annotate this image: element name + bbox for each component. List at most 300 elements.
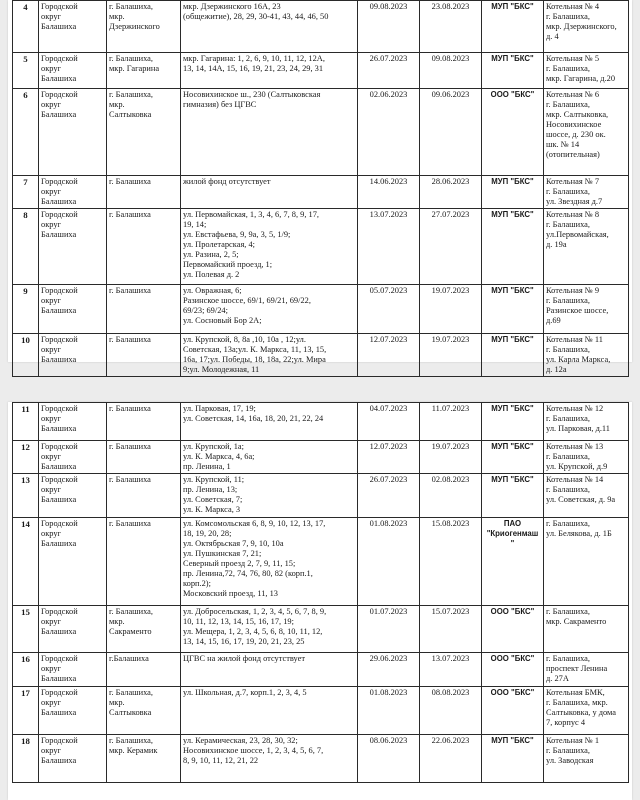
heat-source-cell <box>544 89 629 176</box>
cell-line: ул. Добросельская, 1, 2, 3, 4, 5, 6, 7, 8, 9, <box>183 607 327 616</box>
cell-line: г. Балашиха, <box>546 485 590 494</box>
date-end-cell: 09.08.2023 <box>420 53 482 89</box>
date-start-cell: 12.07.2023 <box>358 334 420 377</box>
cell-line: ул. Школьная, д.7, корп.1, 2, 3, 4, 5 <box>183 688 307 697</box>
heat-source-cell <box>544 441 629 474</box>
addresses-cell <box>181 89 358 176</box>
cell-line: г. Балашиха, мкр. <box>546 698 608 707</box>
cell-line: Котельная № 11 <box>546 335 603 344</box>
cell-line: 9;ул. Молодежная, 11 <box>183 365 260 374</box>
locality-cell <box>107 285 181 334</box>
heat-source-cell <box>544 1 629 53</box>
cell-line: 13, 14, 14А, 15, 16, 19, 21, 23, 24, 29, 31 <box>183 64 324 73</box>
cell-line: г. Балашиха, <box>109 54 153 63</box>
cell-line: мкр. <box>109 100 125 109</box>
cell-line: гимназия) без ЦГВС <box>183 100 257 109</box>
date-end-cell: 19.07.2023 <box>420 285 482 334</box>
cell-line: мкр. Дзержинского, <box>546 22 617 31</box>
cell-line: Первомайский проезд, 1; <box>183 260 273 269</box>
date-start-cell: 02.06.2023 <box>358 89 420 176</box>
table-row <box>13 285 629 334</box>
cell-line: ул. Первомайская, 1, 3, 4, 6, 7, 8, 9, 17, <box>183 210 320 219</box>
organization-cell <box>482 653 544 687</box>
municipality-cell <box>39 1 107 53</box>
cell-line: мкр. Дзержинского 16А, 23 <box>183 2 281 11</box>
date-start-cell: 01.07.2023 <box>358 606 420 653</box>
cell-line: округ <box>41 664 61 673</box>
cell-line: округ <box>41 100 61 109</box>
cell-line: д. 4 <box>546 32 559 41</box>
addresses-cell <box>181 653 358 687</box>
cell-line: ул. Сосновый Бор 2А; <box>183 316 262 325</box>
locality-cell <box>107 89 181 176</box>
cell-line: Городской <box>41 177 78 186</box>
cell-line: " <box>510 539 515 548</box>
date-start-cell: 08.06.2023 <box>358 735 420 783</box>
municipality-cell <box>39 89 107 176</box>
cell-line: 18, 19, 20, 28; <box>183 529 232 538</box>
addresses-cell <box>181 474 358 518</box>
date-end-cell: 09.06.2023 <box>420 89 482 176</box>
cell-line: корп.2); <box>183 579 211 588</box>
locality-cell <box>107 403 181 441</box>
cell-line: г. Балашиха, <box>546 746 590 755</box>
heat-source-cell <box>544 285 629 334</box>
cell-line: мкр. <box>109 617 125 626</box>
cell-line: г. Балашиха, <box>109 607 153 616</box>
table-row <box>13 1 629 53</box>
addresses-cell <box>181 687 358 735</box>
date-start-cell: 09.08.2023 <box>358 1 420 53</box>
cell-line: пр. Ленина, 13; <box>183 485 238 494</box>
cell-line: Носовихинское шоссе, 1, 2, 3, 4, 5, 6, 7, <box>183 746 324 755</box>
cell-line: г. Балашиха <box>109 519 151 528</box>
locality-cell <box>107 687 181 735</box>
date-start-cell: 14.06.2023 <box>358 176 420 209</box>
organization-cell <box>482 53 544 89</box>
organization-cell <box>482 176 544 209</box>
cell-line: г. Балашиха, <box>546 220 590 229</box>
row-number: 6 <box>13 89 39 176</box>
date-start-cell: 01.08.2023 <box>358 518 420 606</box>
cell-line: Котельная БМК, <box>546 688 605 697</box>
organization-cell <box>482 209 544 285</box>
locality-cell <box>107 474 181 518</box>
table-row <box>13 403 629 441</box>
cell-line: ООО "БКС" <box>490 607 535 616</box>
cell-line: МУП "БКС" <box>491 475 534 484</box>
cell-line: Котельная № 6 <box>546 90 600 99</box>
cell-line: д. 12а <box>546 365 567 374</box>
municipality-cell <box>39 176 107 209</box>
cell-line: Городской <box>41 607 78 616</box>
cell-line: ул. Комсомольская 6, 8, 9, 10, 12, 13, 17, <box>183 519 326 528</box>
cell-line: 16а, 17;ул. Победы, 18, 18а, 22;ул. Мира <box>183 355 326 364</box>
cell-line: ул. Крупской, 8, 8а ,10, 10а , 12;ул. <box>183 335 306 344</box>
heat-source-cell <box>544 53 629 89</box>
cell-line: г. Балашиха, <box>109 2 153 11</box>
municipality-cell <box>39 334 107 377</box>
addresses-cell <box>181 1 358 53</box>
locality-cell <box>107 334 181 377</box>
locality-cell <box>107 441 181 474</box>
cell-line: д. 19а <box>546 240 567 249</box>
municipality-cell <box>39 285 107 334</box>
cell-line: ООО "БКС" <box>490 90 535 99</box>
cell-line: ул. Керамическая, 23, 28, 30, 32; <box>183 736 298 745</box>
cell-line: округ <box>41 345 61 354</box>
cell-line: Балашиха <box>41 22 77 31</box>
addresses-cell <box>181 441 358 474</box>
cell-line: Балашиха <box>41 74 77 83</box>
cell-line: ул. Пролетарская, 4; <box>183 240 255 249</box>
cell-line: мкр. Салтыковка, <box>546 110 609 119</box>
cell-line: ул. Мещера, 1, 2, 3, 4, 5, 6, 8, 10, 11, 12, <box>183 627 323 636</box>
cell-line: округ <box>41 296 61 305</box>
row-number: 10 <box>13 334 39 377</box>
municipality-cell <box>39 735 107 783</box>
cell-line: Северный проезд 2, 7, 9, 11, 15; <box>183 559 296 568</box>
cell-line: г. Балашиха, <box>546 345 590 354</box>
cell-line: Городской <box>41 736 78 745</box>
cell-line: Балашиха <box>41 197 77 206</box>
cell-line: Городской <box>41 519 78 528</box>
date-end-cell: 13.07.2023 <box>420 653 482 687</box>
cell-line: Балашиха <box>41 355 77 364</box>
row-number: 15 <box>13 606 39 653</box>
cell-line: Городской <box>41 654 78 663</box>
table-row <box>13 687 629 735</box>
date-end-cell: 19.07.2023 <box>420 441 482 474</box>
cell-line: д. 27А <box>546 674 569 683</box>
cell-line: Салтыковка, у дома <box>546 708 617 717</box>
cell-line: (отопительная) <box>546 150 600 159</box>
date-end-cell: 22.06.2023 <box>420 735 482 783</box>
cell-line: ул. К. Маркса, 3 <box>183 505 241 514</box>
cell-line: Городской <box>41 54 78 63</box>
cell-line: Котельная № 7 <box>546 177 600 186</box>
row-number: 8 <box>13 209 39 285</box>
cell-line: г. Балашиха, <box>109 90 153 99</box>
row-number: 7 <box>13 176 39 209</box>
cell-line: Котельная № 1 <box>546 736 600 745</box>
cell-line: мкр. Гагарина <box>109 64 160 73</box>
cell-line: Балашиха <box>41 756 77 765</box>
cell-line: Городской <box>41 286 78 295</box>
heat-source-cell <box>544 209 629 285</box>
municipality-cell <box>39 403 107 441</box>
schedule-table-top <box>12 0 629 377</box>
table-row <box>13 441 629 474</box>
heat-source-cell <box>544 687 629 735</box>
cell-line: Балашиха <box>41 627 77 636</box>
cell-line: Балашиха <box>41 230 77 239</box>
date-start-cell: 01.08.2023 <box>358 687 420 735</box>
date-start-cell: 12.07.2023 <box>358 441 420 474</box>
cell-line: Котельная № 9 <box>546 286 600 295</box>
cell-line: г. Балашиха <box>109 335 151 344</box>
cell-line: г. Балашиха, <box>546 100 590 109</box>
cell-line: Балашиха <box>41 495 77 504</box>
cell-line: округ <box>41 485 61 494</box>
cell-line: Носовихинское ш., 230 (Салтыковская <box>183 90 321 99</box>
cell-line: Котельная № 8 <box>546 210 600 219</box>
municipality-cell <box>39 518 107 606</box>
cell-line: г. Балашиха <box>109 286 151 295</box>
cell-line: г. Балашиха <box>109 442 151 451</box>
cell-line: Салтыковка <box>109 110 152 119</box>
cell-line: Городской <box>41 688 78 697</box>
cell-line: МУП "БКС" <box>491 442 534 451</box>
table-row <box>13 474 629 518</box>
organization-cell <box>482 441 544 474</box>
cell-line: шоссе, д. 230 ок. <box>546 130 606 139</box>
cell-line: мкр. Сакраменто <box>546 617 607 626</box>
cell-line: (общежитие), 28, 29, 30-41, 43, 44, 46, 50 <box>183 12 329 21</box>
cell-line: ул. Крупской, д.9 <box>546 462 608 471</box>
cell-line: ул. Советская, д. 9а <box>546 495 616 504</box>
cell-line: г. Балашиха, <box>546 607 590 616</box>
heat-source-cell <box>544 334 629 377</box>
cell-line: г.Балашиха <box>109 654 149 663</box>
cell-line: 69/23; 69/24; <box>183 306 228 315</box>
cell-line: округ <box>41 452 61 461</box>
cell-line: ЦГВС на жилой фонд отсутствует <box>183 654 306 663</box>
date-start-cell: 13.07.2023 <box>358 209 420 285</box>
cell-line: ул. Полевая д. 2 <box>183 270 240 279</box>
cell-line: округ <box>41 414 61 423</box>
table-row <box>13 209 629 285</box>
cell-line: Котельная № 13 <box>546 442 604 451</box>
cell-line: Балашиха <box>41 110 77 119</box>
date-end-cell: 28.06.2023 <box>420 176 482 209</box>
cell-line: Сакраменто <box>109 627 152 636</box>
municipality-cell <box>39 441 107 474</box>
cell-line: округ <box>41 617 61 626</box>
document-page-top <box>8 0 632 374</box>
cell-line: МУП "БКС" <box>491 210 534 219</box>
heat-source-cell <box>544 176 629 209</box>
cell-line: пр. Ленина,72, 74, 76, 80, 82 (корп.1, <box>183 569 313 578</box>
table-row <box>13 653 629 687</box>
addresses-cell <box>181 176 358 209</box>
organization-cell <box>482 285 544 334</box>
date-end-cell: 11.07.2023 <box>420 403 482 441</box>
date-end-cell: 08.08.2023 <box>420 687 482 735</box>
row-number: 4 <box>13 1 39 53</box>
date-end-cell: 23.08.2023 <box>420 1 482 53</box>
row-number: 14 <box>13 518 39 606</box>
cell-line: г. Балашиха <box>109 177 151 186</box>
cell-line: шк. № 14 <box>546 140 580 149</box>
cell-line: округ <box>41 64 61 73</box>
cell-line: Дзержинского <box>109 22 160 31</box>
cell-line: г. Балашиха, <box>109 736 153 745</box>
row-number: 5 <box>13 53 39 89</box>
cell-line: Городской <box>41 475 78 484</box>
cell-line: Городской <box>41 90 78 99</box>
organization-cell <box>482 606 544 653</box>
addresses-cell <box>181 403 358 441</box>
row-number: 18 <box>13 735 39 783</box>
locality-cell <box>107 735 181 783</box>
table-row <box>13 334 629 377</box>
cell-line: Разинское шоссе, <box>546 306 609 315</box>
cell-line: МУП "БКС" <box>491 286 534 295</box>
cell-line: г. Балашиха, <box>546 64 590 73</box>
date-end-cell: 15.07.2023 <box>420 606 482 653</box>
cell-line: МУП "БКС" <box>491 2 534 11</box>
addresses-cell <box>181 53 358 89</box>
cell-line: ул.Первомайская, <box>546 230 609 239</box>
cell-line: ул. Парковая, 17, 19; <box>183 404 256 413</box>
cell-line: мкр. Гагарина, д.20 <box>546 74 616 83</box>
table-row <box>13 606 629 653</box>
heat-source-cell <box>544 474 629 518</box>
cell-line: ул. Белякова, д. 1Б <box>546 529 612 538</box>
cell-line: г. Балашиха, <box>546 296 590 305</box>
cell-line: МУП "БКС" <box>491 177 534 186</box>
cell-line: ул. Октябрьская 7, 9, 10, 10а <box>183 539 284 548</box>
organization-cell <box>482 518 544 606</box>
cell-line: г. Балашиха, <box>546 452 590 461</box>
date-start-cell: 29.06.2023 <box>358 653 420 687</box>
cell-line: г. Балашиха <box>109 404 151 413</box>
cell-line: округ <box>41 698 61 707</box>
cell-line: ул. Парковая, д.11 <box>546 424 610 433</box>
date-start-cell: 05.07.2023 <box>358 285 420 334</box>
cell-line: "Криогенмаш <box>486 529 539 538</box>
cell-line: Салтыковка <box>109 708 152 717</box>
cell-line: 10, 11, 12, 13, 14, 15, 16, 17, 19; <box>183 617 294 626</box>
cell-line: ул. Разина, 2, 5; <box>183 250 239 259</box>
organization-cell <box>482 334 544 377</box>
cell-line: Разинское шоссе, 69/1, 69/21, 69/22, <box>183 296 311 305</box>
date-start-cell: 04.07.2023 <box>358 403 420 441</box>
heat-source-cell <box>544 606 629 653</box>
municipality-cell <box>39 474 107 518</box>
cell-line: Городской <box>41 335 78 344</box>
table-row <box>13 735 629 783</box>
cell-line: мкр. Гагарина: 1, 2, 6, 9, 10, 11, 12, 12А, <box>183 54 325 63</box>
cell-line: Балашиха <box>41 306 77 315</box>
cell-line: МУП "БКС" <box>491 335 534 344</box>
row-number: 9 <box>13 285 39 334</box>
locality-cell <box>107 518 181 606</box>
cell-line: 7, корпус 4 <box>546 718 586 727</box>
addresses-cell <box>181 735 358 783</box>
cell-line: 8, 9, 10, 11, 12, 21, 22 <box>183 756 259 765</box>
cell-line: мкр. <box>109 12 125 21</box>
document-page-bottom <box>8 402 632 800</box>
cell-line: г. Балашиха, <box>546 187 590 196</box>
cell-line: Балашиха <box>41 462 77 471</box>
row-number: 17 <box>13 687 39 735</box>
row-number: 16 <box>13 653 39 687</box>
row-number: 13 <box>13 474 39 518</box>
cell-line: Балашиха <box>41 674 77 683</box>
cell-line: Котельная № 14 <box>546 475 604 484</box>
cell-line: ул. Пушкинская 7, 21; <box>183 549 262 558</box>
cell-line: Московский проезд, 11, 13 <box>183 589 278 598</box>
table-row <box>13 176 629 209</box>
cell-line: ул. Овражная, 6; <box>183 286 242 295</box>
cell-line: округ <box>41 220 61 229</box>
cell-line: ПАО <box>503 519 522 528</box>
cell-line: г. Балашиха <box>109 210 151 219</box>
heat-source-cell <box>544 403 629 441</box>
locality-cell <box>107 653 181 687</box>
cell-line: г. Балашиха, <box>546 12 590 21</box>
cell-line: Балашиха <box>41 424 77 433</box>
cell-line: округ <box>41 746 61 755</box>
cell-line: г. Балашиха, <box>546 519 590 528</box>
cell-line: ул. Заводская <box>546 756 594 765</box>
locality-cell <box>107 176 181 209</box>
cell-line: жилой фонд отсутствует <box>183 177 271 186</box>
addresses-cell <box>181 209 358 285</box>
organization-cell <box>482 687 544 735</box>
date-end-cell: 27.07.2023 <box>420 209 482 285</box>
cell-line: Советская, 13а;ул. К. Маркса, 11, 13, 15, <box>183 345 327 354</box>
cell-line: ООО "БКС" <box>490 688 535 697</box>
municipality-cell <box>39 53 107 89</box>
cell-line: мкр. <box>109 698 125 707</box>
cell-line: ул. К. Маркса, 4, 6а; <box>183 452 255 461</box>
schedule-table-bottom <box>12 402 629 783</box>
cell-line: ул. Евстафьева, 9, 9а, 3, 5, 1/9; <box>183 230 291 239</box>
cell-line: 13, 14, 15, 16, 17, 19, 20, 21, 23, 25 <box>183 637 305 646</box>
cell-line: ул. Карла Маркса, <box>546 355 611 364</box>
municipality-cell <box>39 653 107 687</box>
cell-line: г. Балашиха, <box>546 654 590 663</box>
heat-source-cell <box>544 518 629 606</box>
cell-line: проспект Ленина <box>546 664 608 673</box>
locality-cell <box>107 209 181 285</box>
organization-cell <box>482 1 544 53</box>
organization-cell <box>482 735 544 783</box>
cell-line: ул. Звездная д.7 <box>546 197 603 206</box>
cell-line: Котельная № 12 <box>546 404 604 413</box>
cell-line: округ <box>41 529 61 538</box>
date-end-cell: 19.07.2023 <box>420 334 482 377</box>
cell-line: МУП "БКС" <box>491 404 534 413</box>
cell-line: МУП "БКС" <box>491 54 534 63</box>
organization-cell <box>482 89 544 176</box>
cell-line: Городской <box>41 404 78 413</box>
organization-cell <box>482 474 544 518</box>
cell-line: Балашиха <box>41 708 77 717</box>
cell-line: Котельная № 4 <box>546 2 600 11</box>
cell-line: г. Балашиха, <box>109 688 153 697</box>
cell-line: Носовихинское <box>546 120 602 129</box>
cell-line: Городской <box>41 210 78 219</box>
table-row <box>13 53 629 89</box>
cell-line: Котельная № 5 <box>546 54 600 63</box>
cell-line: ООО "БКС" <box>490 654 535 663</box>
date-start-cell: 26.07.2023 <box>358 53 420 89</box>
cell-line: пр. Ленина, 1 <box>183 462 231 471</box>
cell-line: г. Балашиха <box>109 475 151 484</box>
cell-line: МУП "БКС" <box>491 736 534 745</box>
date-end-cell: 02.08.2023 <box>420 474 482 518</box>
cell-line: Городской <box>41 442 78 451</box>
table-row <box>13 518 629 606</box>
row-number: 12 <box>13 441 39 474</box>
cell-line: ул. Крупской, 11; <box>183 475 245 484</box>
table-row <box>13 89 629 176</box>
cell-line: мкр. Керамик <box>109 746 158 755</box>
